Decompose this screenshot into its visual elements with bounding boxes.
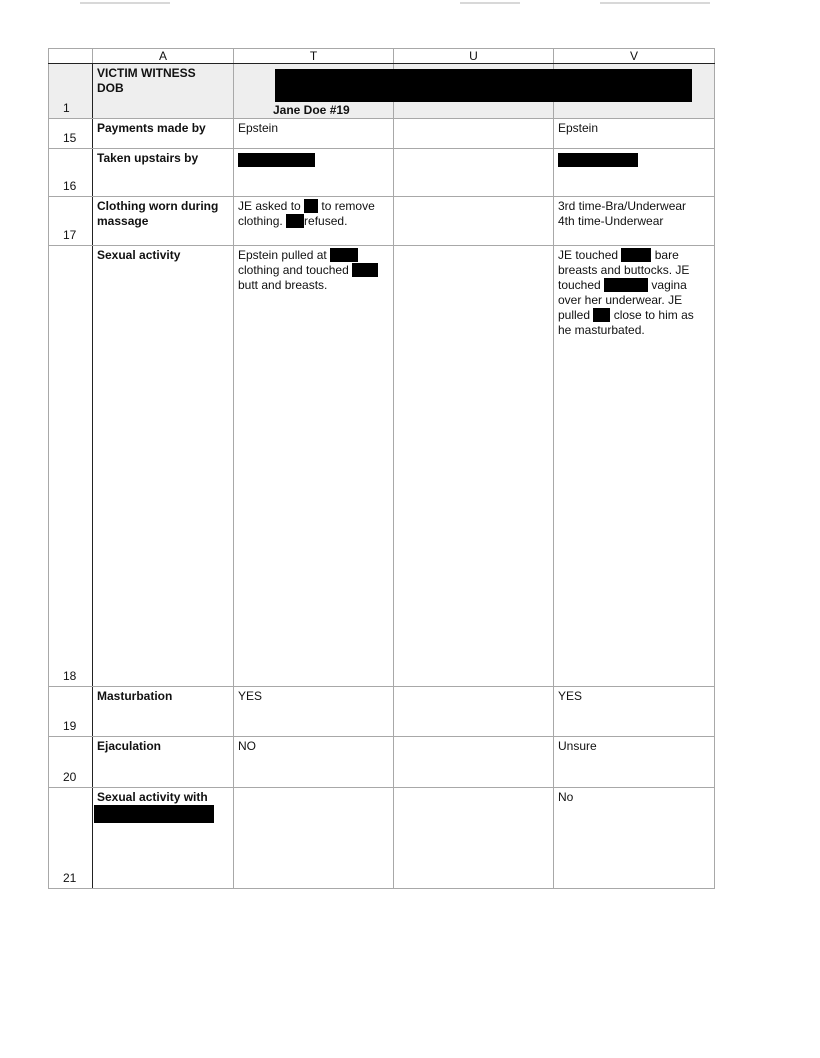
cell-u <box>394 119 554 149</box>
row-number: 20 <box>49 737 93 788</box>
column-header-row <box>49 49 715 64</box>
scan-smudge <box>600 2 710 4</box>
cell-v: Unsure <box>554 737 715 788</box>
row-label <box>93 788 234 889</box>
cell-text: close to him as he masturbated. <box>558 308 694 337</box>
cell-t <box>234 246 394 687</box>
table-row <box>49 687 715 737</box>
cell-t <box>234 149 394 197</box>
cell-u <box>394 197 554 246</box>
cell-v <box>554 149 715 197</box>
cell-u <box>394 246 554 687</box>
row-label-text: Sexual activity with <box>97 790 208 804</box>
cell-text: Epstein pulled at <box>238 248 327 262</box>
table-row <box>49 788 715 889</box>
row-label: Ejaculation <box>93 737 234 788</box>
cell-u <box>394 149 554 197</box>
cell-t: NO <box>234 737 394 788</box>
cell-text: bare breasts and buttocks. JE touched <box>558 248 690 292</box>
cell-text: butt and breasts. <box>238 278 328 292</box>
cell-text: to remove clothing. <box>238 199 375 228</box>
row-number: 15 <box>49 119 93 149</box>
row-number: 17 <box>49 197 93 246</box>
column-header-v: V <box>554 49 715 64</box>
row-number: 18 <box>49 246 93 687</box>
redaction-block <box>286 214 304 228</box>
header-redaction-block <box>275 69 692 102</box>
column-header-u: U <box>394 49 554 64</box>
cell-v: Epstein <box>554 119 715 149</box>
cell-u <box>394 788 554 889</box>
row-label: Taken upstairs by <box>93 149 234 197</box>
table-row <box>49 149 715 197</box>
redaction-block <box>593 308 610 322</box>
redaction-block <box>621 248 651 262</box>
cell-t: Epstein <box>234 119 394 149</box>
redaction-block <box>352 263 378 277</box>
cell-v: YES <box>554 687 715 737</box>
cell-v: No <box>554 788 715 889</box>
table-row <box>49 119 715 149</box>
victim-name: Jane Doe #19 <box>273 103 350 117</box>
cell-text: vagina over her underwear. JE pulled <box>558 278 687 322</box>
redaction-block <box>558 153 638 167</box>
scan-smudge <box>80 2 170 4</box>
cell-v <box>554 197 715 246</box>
redaction-block <box>330 248 358 262</box>
cell-text: 4th time-Underwear <box>558 214 664 228</box>
row-label: Sexual activity <box>93 246 234 687</box>
cell-v <box>554 246 715 687</box>
cell-t <box>234 197 394 246</box>
victim-witness-dob-label <box>93 64 234 119</box>
redaction-block <box>604 278 648 292</box>
corner-cell <box>49 49 93 64</box>
dob-label: DOB <box>97 81 124 95</box>
spreadsheet <box>48 48 715 889</box>
table-row <box>49 197 715 246</box>
row-number: 16 <box>49 149 93 197</box>
row-label: Clothing worn during massage <box>93 197 234 246</box>
cell-t <box>234 788 394 889</box>
cell-text: JE asked to <box>238 199 301 213</box>
cell-text: clothing and touched <box>238 263 349 277</box>
cell-text: JE touched <box>558 248 619 262</box>
victim-witness-label: VICTIM WITNESS <box>97 66 196 80</box>
table-row <box>49 737 715 788</box>
column-header-t: T <box>234 49 394 64</box>
table-row <box>49 246 715 687</box>
row-number: 21 <box>49 788 93 889</box>
cell-t: YES <box>234 687 394 737</box>
row-label: Masturbation <box>93 687 234 737</box>
row-label: Payments made by <box>93 119 234 149</box>
redaction-block <box>94 805 214 823</box>
scan-smudge <box>460 2 520 4</box>
redaction-block <box>238 153 315 167</box>
cell-text: 3rd time-Bra/Underwear <box>558 199 687 213</box>
cell-text: refused. <box>304 214 348 228</box>
row-number: 19 <box>49 687 93 737</box>
cell-u <box>394 737 554 788</box>
column-header-a: A <box>93 49 234 64</box>
cell-u <box>394 687 554 737</box>
redaction-block <box>304 199 318 213</box>
row-number: 1 <box>49 64 93 119</box>
